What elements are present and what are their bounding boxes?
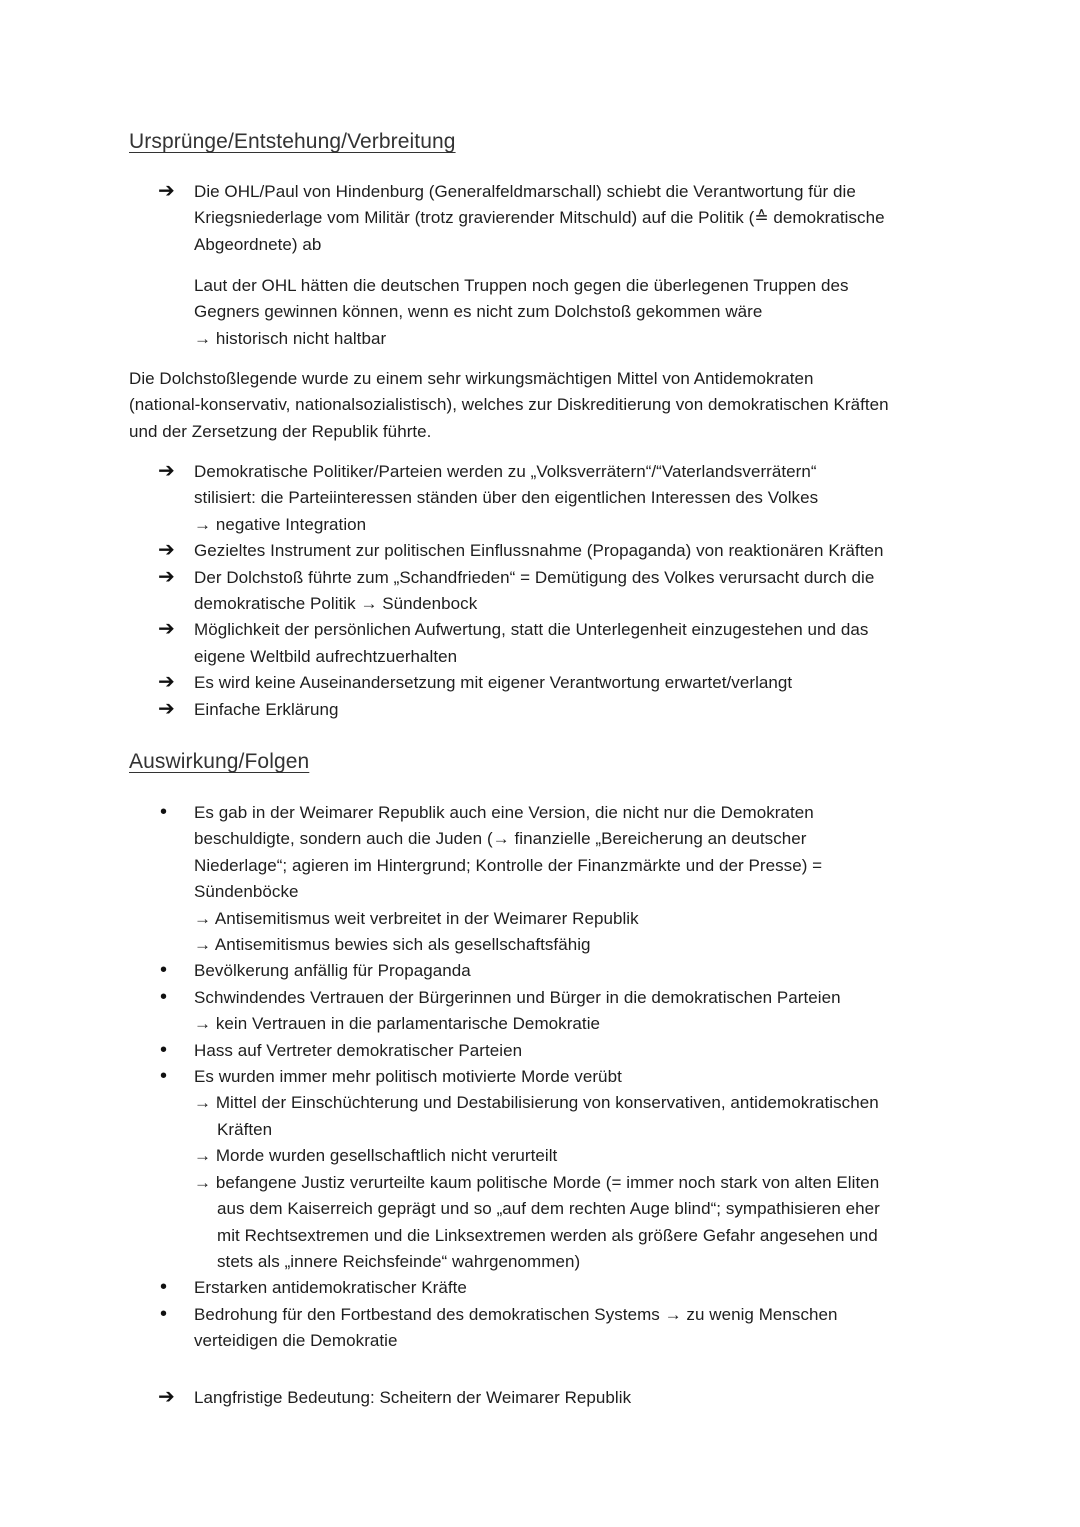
text-line: Die Dolchstoßlegende wurde zu einem sehr wirkungsmächtigen Mittel von Antidemokraten (129, 369, 814, 388)
text-line: → Mittel der Einschüchterung und Destabilisierung von konservativen, antidemokratischen (194, 1093, 879, 1113)
dot-bullet-icon: • (160, 1302, 168, 1325)
conclusion-item (158, 1385, 632, 1411)
text-line: Gegners gewinnen können, wenn es nicht zum Dolchstoß gekommen wäre (194, 302, 763, 322)
text-line: demokratische Politik → Sündenbock (194, 594, 478, 614)
arrow-bullet-icon: ➔ (158, 460, 175, 482)
arrow-bullet-icon: ➔ (158, 565, 175, 588)
arrow-bullet-icon: ➔ (158, 671, 175, 694)
text-line: → Antisemitismus bewies sich als gesellschaftsfähig (194, 935, 591, 955)
list-item (158, 459, 884, 538)
text-line: Erstarken antidemokratischer Kräfte (194, 1278, 467, 1298)
paragraph-legend-effect (129, 366, 889, 445)
list-item (160, 958, 880, 984)
arrow-list-origins (158, 459, 884, 723)
list-item (160, 1038, 880, 1064)
dot-bullet-icon: • (160, 985, 168, 1008)
text-line: Kriegsniederlage vom Militär (trotz gravierender Mitschuld) auf die Politik (≙ demokratische (194, 208, 885, 228)
text-line: Hass auf Vertreter demokratischer Parteien (194, 1040, 523, 1060)
list-item (158, 565, 884, 618)
arrow-bullet-icon: ➔ (158, 539, 175, 562)
text-line: Schwindendes Vertrauen der Bürgerinnen und Bürger in die demokratischen Parteien (194, 987, 841, 1007)
text-line: Möglichkeit der persönlichen Aufwertung, statt die Unterlegenheit einzugestehen und das (194, 620, 869, 640)
text-line: beschuldigte, sondern auch die Juden (→ finanzielle „Bereicherung an deutscher (194, 829, 807, 849)
text-line: verteidigen die Demokratie (194, 1331, 398, 1351)
list-item (158, 697, 884, 723)
arrow-bullet-icon: ➔ (158, 618, 175, 641)
text-line: Kräften (217, 1119, 273, 1139)
paragraph-ohl-claim (194, 273, 849, 352)
text-line: Demokratische Politiker/Parteien werden zu „Volksverrätern“/“Vaterlandsverrätern“ (194, 462, 817, 481)
arrow-bullet-icon: ➔ (158, 697, 175, 720)
text-line: Die OHL/Paul von Hindenburg (Generalfeldmarschall) schiebt die Verantwortung für die (194, 182, 856, 201)
text-line: Einfache Erklärung (194, 699, 339, 719)
text-line: Langfristige Bedeutung: Scheitern der Weimarer Republik (194, 1388, 632, 1407)
list-item (160, 1275, 880, 1301)
list-item (158, 617, 884, 670)
text-line: → historisch nicht haltbar (194, 328, 387, 348)
text-line: Bedrohung für den Fortbestand des demokratischen Systems → zu wenig Menschen (194, 1304, 838, 1324)
text-line: und der Zersetzung der Republik führte. (129, 421, 432, 441)
section-heading-origins: Ursprünge/Entstehung/Verbreitung (129, 130, 456, 153)
list-item (158, 538, 884, 564)
text-line: → Antisemitismus weit verbreitet in der Weimarer Republik (194, 908, 639, 928)
dot-bullet-icon: • (160, 959, 168, 982)
arrow-bullet-icon: ➔ (158, 1386, 175, 1408)
text-line: → kein Vertrauen in die parlamentarische Demokratie (194, 1014, 601, 1034)
dot-bullet-icon: • (160, 1276, 168, 1299)
text-line: Bevölkerung anfällig für Propaganda (194, 961, 471, 981)
dot-bullet-icon: • (160, 1038, 168, 1061)
text-line: aus dem Kaiserreich geprägt und so „auf dem rechten Auge blind“; sympathisieren eher (217, 1199, 880, 1219)
text-line: Gezieltes Instrument zur politischen Einflussnahme (Propaganda) von reaktionären Kräften (194, 541, 884, 561)
text-line: → befangene Justiz verurteilte kaum politische Morde (= immer noch stark von alten Eliten (194, 1172, 880, 1192)
arrow-bullet-icon: ➔ (158, 180, 175, 202)
text-line: stilisiert: die Parteiinteressen ständen über den eigentlichen Interessen des Volkes (194, 488, 819, 508)
text-line: Es gab in der Weimarer Republik auch eine Version, die nicht nur die Demokraten (194, 803, 814, 822)
list-item (160, 1302, 880, 1355)
text-line: Der Dolchstoß führte zum „Schandfrieden“ = Demütigung des Volkes verursacht durch die (194, 567, 875, 587)
text-line: Niederlage“; agieren im Hintergrund; Kontrolle der Finanzmärkte und der Presse) = (194, 855, 823, 875)
text-line: → negative Integration (194, 514, 367, 534)
text-line: eigene Weltbild aufrechtzuerhalten (194, 646, 458, 666)
section-heading-consequences: Auswirkung/Folgen (129, 750, 310, 773)
text-line: Abgeordnete) ab (194, 234, 322, 254)
text-line: (national-konservativ, nationalsozialistisch), welches zur Diskreditierung von demokratischen Kräften (129, 395, 889, 415)
arrow-item-ohl (158, 179, 885, 258)
dot-bullet-icon: • (160, 1065, 168, 1088)
text-line: mit Rechtsextremen und die Linksextremen werden als größere Gefahr angesehen und (217, 1225, 878, 1245)
list-item (158, 670, 884, 696)
dot-list-consequences (160, 800, 880, 1355)
text-line: Laut der OHL hätten die deutschen Truppen noch gegen die überlegenen Truppen des (194, 276, 849, 295)
text-line: Sündenböcke (194, 882, 299, 902)
list-item (160, 1064, 880, 1275)
list-item (160, 800, 880, 958)
list-item (160, 985, 880, 1038)
text-line: Es wurden immer mehr politisch motivierte Morde verübt (194, 1067, 622, 1087)
text-line: Es wird keine Auseinandersetzung mit eigener Verantwortung erwartet/verlangt (194, 673, 793, 693)
text-line: stets als „innere Reichsfeinde“ wahrgenommen) (217, 1251, 581, 1271)
dot-bullet-icon: • (160, 801, 168, 823)
text-line: → Morde wurden gesellschaftlich nicht verurteilt (194, 1146, 558, 1166)
